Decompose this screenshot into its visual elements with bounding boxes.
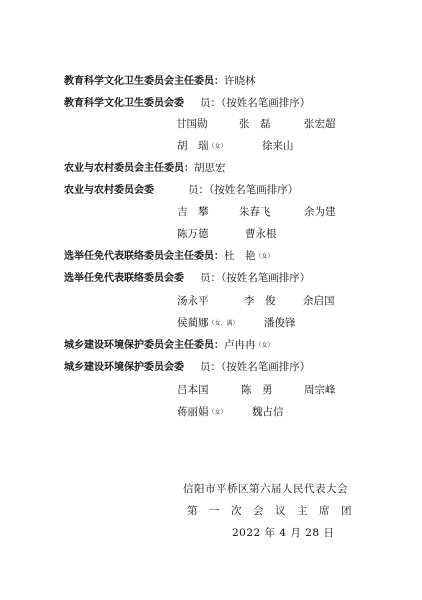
edu-chair-heading: 教育科学文化卫生委员会主任委员： — [64, 76, 224, 87]
footer-org: 信阳市平桥区第六届人民代表大会 — [183, 483, 348, 495]
member-name: 蒋丽娟 — [177, 406, 209, 418]
edu-members-note: （按姓名笔画排序） — [221, 97, 311, 109]
urban-chair-heading: 城乡建设环境保护委员会主任委员： — [64, 340, 224, 351]
edu-members-heading: 教育科学文化卫生委员会委 — [64, 98, 184, 109]
agri-members-colon: 员： — [188, 184, 209, 196]
footer-presidium: 第 一 次 会 议 主 席 团 — [187, 505, 352, 517]
election-chair-tag: （女） — [255, 253, 274, 260]
urban-member-list — [0, 383, 422, 423]
member-name-with-tag — [177, 405, 227, 420]
member-tag: （女） — [208, 143, 227, 150]
member-name-with-tag — [177, 316, 239, 331]
member-name: 吕本国 — [177, 384, 209, 396]
member-name: 陈 勇 — [241, 384, 273, 396]
election-chair-heading: 选举任免代表联络委员会主任委员： — [64, 251, 224, 262]
election-members-colon: 员： — [200, 272, 221, 284]
edu-chair-name: 许晓林 — [224, 75, 256, 87]
member-name: 张 磊 — [239, 118, 271, 130]
election-member-list — [0, 294, 422, 334]
member-name: 胡 瑞 — [177, 140, 209, 152]
agri-chair-heading: 农业与农村委员会主任委员： — [64, 163, 194, 174]
member-name-with-tag — [177, 139, 227, 154]
urban-members-note: （按姓名笔画排序） — [221, 361, 311, 373]
member-tag: （女） — [208, 409, 227, 416]
agri-chair-line — [64, 161, 226, 176]
member-name: 朱春飞 — [239, 206, 271, 218]
member-name: 周宗峰 — [304, 384, 336, 396]
member-name: 汤永平 — [177, 295, 209, 307]
footer-date: 2022 年 4 月 28 日 — [232, 527, 335, 539]
agri-members-heading: 农业与农村委员会委 — [64, 185, 154, 196]
edu-member-list — [0, 117, 422, 157]
edu-members-line — [64, 96, 310, 111]
urban-chair-line — [64, 338, 274, 353]
member-name: 张宏超 — [304, 118, 336, 130]
member-name: 潘俊锋 — [264, 317, 296, 329]
election-members-note: （按姓名笔画排序） — [221, 272, 311, 284]
urban-chair-tag: （女） — [255, 342, 274, 349]
agri-members-line — [64, 183, 298, 198]
member-name: 吉 攀 — [177, 206, 209, 218]
urban-chair-name: 卢冉冉 — [224, 339, 256, 351]
member-name: 魏占信 — [252, 406, 284, 418]
edu-members-colon: 员： — [200, 97, 221, 109]
member-name: 曹永根 — [245, 228, 277, 240]
member-name: 李 俊 — [244, 295, 276, 307]
member-tag: （女、满） — [208, 320, 239, 327]
member-name: 余为建 — [304, 206, 336, 218]
urban-members-line — [64, 360, 310, 375]
urban-members-heading: 城乡建设环境保护委员会委 — [64, 362, 184, 373]
urban-members-colon: 员： — [200, 361, 221, 373]
member-name: 陈万德 — [177, 228, 209, 240]
election-chair-name: 杜 艳 — [224, 250, 256, 262]
edu-chair-line — [64, 74, 256, 89]
member-name: 余启国 — [303, 295, 335, 307]
election-chair-line — [64, 249, 274, 264]
member-name: 侯蔺娜 — [177, 317, 209, 329]
agri-members-note: （按姓名笔画排序） — [209, 184, 299, 196]
member-name: 甘国勋 — [176, 118, 208, 130]
election-members-line — [64, 271, 310, 286]
election-members-heading: 选举任免代表联络委员会委 — [64, 273, 184, 284]
agri-chair-name: 胡思宏 — [194, 162, 226, 174]
member-name: 徐来山 — [262, 140, 294, 152]
agri-member-list — [0, 205, 422, 245]
